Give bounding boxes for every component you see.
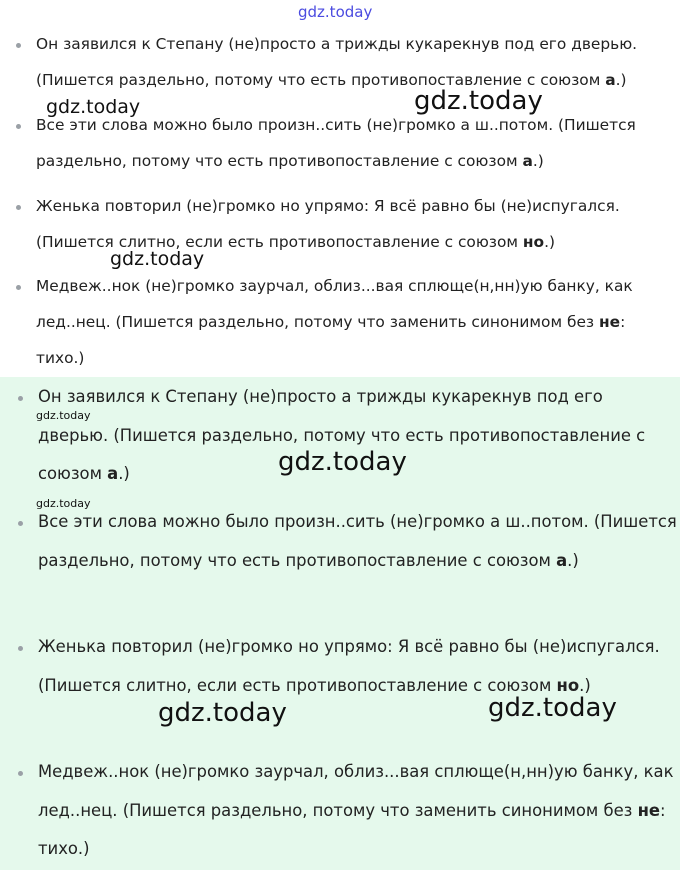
list-item — [36, 268, 672, 376]
list-item — [38, 503, 678, 580]
watermark-text: gdz.today — [414, 86, 543, 116]
bullet-icon — [18, 521, 23, 526]
list-item-text: Он заявился к Степану (не)просто а трижды кукарекнув под его дверью. (Пишется раздельно, потому что есть противопоставление с союзом а.) — [38, 387, 646, 483]
watermark-text: gdz.today — [46, 96, 141, 118]
list-item-text: Он заявился к Степану (не)просто а трижды кукарекнув под его дверью. (Пишется раздельно, потому что есть противопоставление с союзом а.) — [36, 35, 638, 89]
list-item-text: Медвеж..нок (не)громко заурчал, облиз...вая сплюще(н,нн)ую банку, как лед..нец. (Пишется раздельно, потому что заменить синонимом без не: тихо.) — [38, 762, 674, 858]
watermark-text: gdz.today — [278, 447, 407, 477]
bullet-icon — [16, 205, 21, 210]
watermark-text: gdz.today — [488, 693, 617, 723]
list-item-text: Женька повторил (не)громко но упрямо: Я всё равно бы (не)испугался. (Пишется слитно, если есть противопоставление с союзом но.) — [38, 637, 660, 695]
list-item-text: Медвеж..нок (не)громко заурчал, облиз...вая сплюще(н,нн)ую банку, как лед..нец. (Пишется раздельно, потому что заменить синонимом без не: тихо.) — [36, 277, 633, 367]
bullet-icon — [18, 646, 23, 651]
bullet-icon — [16, 124, 21, 129]
bullet-icon — [18, 771, 23, 776]
bullet-icon — [18, 396, 23, 401]
list-item-text: Все эти слова можно было произн..сить (не)громко а ш..потом. (Пишется раздельно, потому что есть противопоставление с союзом а.) — [38, 512, 677, 570]
watermark-text: gdz.today — [110, 248, 205, 270]
watermark-text: gdz.today — [36, 497, 91, 510]
watermark-text: gdz.today — [298, 3, 373, 21]
list-item-text: Все эти слова можно было произн..сить (не)громко а ш..потом. (Пишется раздельно, потому что есть противопоставление с союзом а.) — [36, 116, 636, 170]
list-item-text: Женька повторил (не)громко но упрямо: Я всё равно бы (не)испугался. (Пишется слитно, если есть противопоставление с союзом но.) — [36, 197, 620, 251]
list-item — [36, 26, 672, 98]
bullet-icon — [16, 285, 21, 290]
list-item — [38, 753, 678, 869]
bullet-icon — [16, 43, 21, 48]
watermark-text: gdz.today — [158, 698, 287, 728]
watermark-text: gdz.today — [36, 409, 91, 422]
answer-block-primary — [0, 0, 680, 377]
